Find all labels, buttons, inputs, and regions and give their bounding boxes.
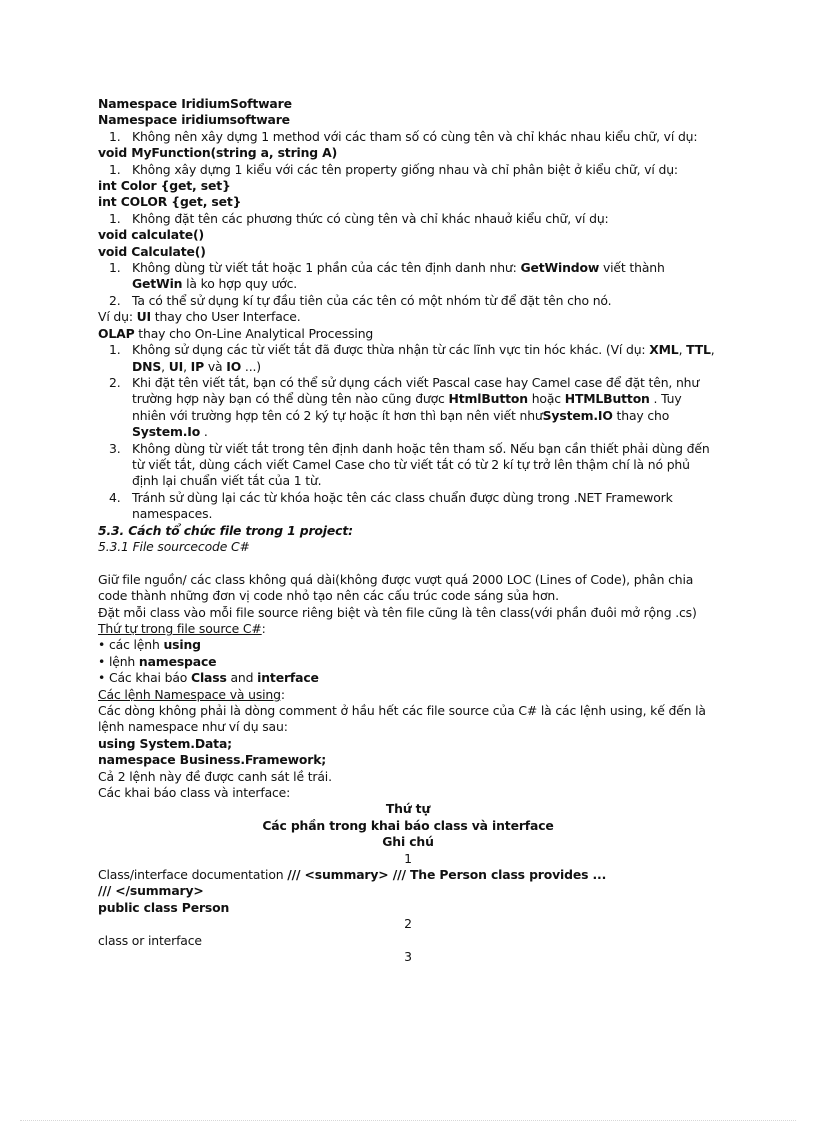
bullet-icon: • [98, 670, 106, 686]
bullet-item [98, 637, 718, 653]
paragraph: Các dòng không phải là dòng comment ở hầu hết các file source của C# là các lệnh using, kế đến là lệnh namespace như ví dụ sau: [98, 703, 706, 735]
spacer [98, 555, 718, 571]
code-line: /// </summary> [98, 883, 204, 899]
code-line: public class Person [98, 899, 230, 915]
code-line: void MyFunction(string a, string A) [98, 145, 338, 161]
paragraph: Cả 2 lệnh này đề được canh sát lề trái. [98, 768, 332, 784]
document-page [98, 96, 718, 966]
list-text: thay cho [612, 407, 670, 423]
sep: , [161, 358, 169, 374]
code-term: TTL [686, 342, 711, 358]
list-item [98, 211, 718, 227]
code-term: namespace [138, 653, 217, 669]
code-term: UI [168, 358, 184, 374]
list-item [98, 375, 718, 441]
namespace-line-1: Namespace IridiumSoftware [98, 96, 292, 111]
text: Class/interface documentation [98, 867, 288, 883]
list-item [98, 342, 718, 375]
list-text: . [200, 424, 208, 440]
colon: : [280, 686, 285, 702]
order-heading [98, 621, 718, 637]
list-number: 1. [109, 342, 121, 358]
list-item [98, 293, 718, 309]
list-text: . Tuy nhiên với trường hợp tên có 2 ký tự hoặc ít hơn thì bạn nên viết như [132, 391, 682, 423]
code-term: UI [136, 309, 152, 325]
example-line [98, 309, 718, 325]
page-bottom-divider [20, 1120, 796, 1121]
namespace-line-2: Namespace iridiumsoftware [98, 112, 290, 128]
code-term: HTMLButton [564, 391, 650, 407]
code-line: void calculate() [98, 227, 204, 243]
table-header-parts: Các phần trong khai báo class và interface [262, 817, 554, 833]
list-text: Không nên xây dựng 1 method với các tham số có cùng tên và chỉ khác nhau kiểu chữ, ví dụ: [132, 128, 698, 144]
bullet-icon: • [98, 637, 106, 653]
code-term: Class [191, 670, 227, 686]
list-item [98, 490, 718, 523]
table-header-order: Thứ tự [385, 801, 431, 817]
code-term: HtmlButton [448, 391, 528, 407]
table-row-number: 2 [404, 916, 412, 932]
list-number: 1. [109, 260, 121, 276]
sep: , [678, 342, 687, 358]
code-line: int Color {get, set} [98, 178, 231, 194]
list-item [98, 441, 718, 490]
paragraph: Đặt mỗi class vào mỗi file source riêng biệt và tên file cũng là tên class(với phần đuôi mở rộng .cs) [98, 604, 697, 620]
section-heading: 5.3. Cách tổ chức file trong 1 project: [98, 522, 353, 538]
paragraph: Các khai báo class và interface: [98, 785, 291, 801]
text: lệnh [105, 653, 139, 669]
text: thay cho On-Line Analytical Processing [134, 325, 374, 341]
code-term: IO [226, 358, 242, 374]
namespace-heading [98, 687, 718, 703]
sep: và [204, 358, 227, 374]
code-line: using System.Data; [98, 735, 232, 751]
code-term: using [163, 637, 201, 653]
code-term: IP [190, 358, 205, 374]
list-number: 3. [109, 440, 121, 456]
list-number: 2. [109, 374, 121, 390]
list-number: 1. [109, 161, 121, 177]
table-row-number: 1 [404, 850, 412, 866]
list-number: 4. [109, 489, 121, 505]
list-number: 2. [109, 292, 121, 308]
example-line [98, 326, 718, 342]
table-row [98, 867, 718, 883]
code-line: void Calculate() [98, 243, 206, 259]
list-text: Khi đặt tên viết tắt, bạn có thể sử dụng cách viết Pascal case hay Camel case để đặt tên, như trường hợp này bạn có thể dùng tên nào cũng được [132, 374, 700, 407]
text: Ví dụ: [98, 309, 137, 325]
list-text: Ta có thể sử dụng kí tự đầu tiên của các tên có một nhóm từ để đặt tên cho nó. [132, 292, 612, 308]
list-text: hoặc [527, 391, 565, 407]
code-line: int COLOR {get, set} [98, 194, 242, 210]
code-term: System.Io [132, 424, 201, 440]
list-text: ...) [241, 358, 261, 374]
list-text: Không dùng từ viết tắt hoặc 1 phần của các tên định danh như: [132, 260, 521, 276]
bullet-icon: • [98, 653, 106, 669]
underlined-heading: Các lệnh Namespace và using [98, 686, 281, 702]
code-term: System.IO [542, 407, 613, 423]
list-item [98, 162, 718, 178]
list-number: 1. [109, 210, 121, 226]
list-item [98, 129, 718, 145]
list-item [98, 260, 718, 293]
colon: : [261, 620, 266, 636]
code-term: interface [257, 670, 319, 686]
text: thay cho User Interface. [151, 309, 301, 325]
list-text: viết thành [599, 260, 665, 276]
text: and [226, 670, 258, 686]
underlined-heading: Thứ tự trong file source C# [98, 620, 262, 636]
list-text: Không xây dựng 1 kiểu với các tên property giống nhau và chỉ phân biệt ở kiểu chữ, ví dụ: [132, 161, 678, 177]
list-text: Không sử dụng các từ viết tắt đã được thừa nhận từ các lĩnh vực tin hóc khác. (Ví dụ: [132, 342, 650, 358]
list-text: là ko hợp quy ước. [182, 276, 298, 292]
code-term: /// <summary> /// The Person class provides ... [287, 867, 607, 883]
text: các lệnh [105, 637, 164, 653]
table-header-notes: Ghi chú [382, 834, 434, 850]
code-term: XML [649, 342, 679, 358]
list-number: 1. [109, 128, 121, 144]
code-line: namespace Business.Framework; [98, 752, 327, 768]
paragraph: Giữ file nguồn/ các class không quá dài(không được vượt quá 2000 LOC (Lines of Code), phân chia code thành những đơn vị code nhỏ tạo nên các cấu trúc code sáng sủa hơn. [98, 571, 694, 604]
text: Các khai báo [105, 670, 191, 686]
code-term: GetWindow [520, 260, 600, 276]
code-term: OLAP [98, 325, 135, 341]
subsection-heading: 5.3.1 File sourcecode C# [98, 538, 250, 554]
bullet-item [98, 654, 718, 670]
list-text: Không dùng từ viết tắt trong tên định danh hoặc tên tham số. Nếu bạn cần thiết phải dùng đến từ viết tắt, dùng cách viết Camel Case cho từ viết tắt có từ 2 kí tự trở lên thậm chí là nó phủ định lại chuẩn viết tắt của 1 từ. [132, 440, 710, 489]
table-row: class or interface [98, 932, 202, 948]
list-text: Tránh sử dùng lại các từ khóa hoặc tên các class chuẩn được dùng trong .NET Framework namespaces. [132, 489, 673, 522]
table-row-number: 3 [404, 949, 412, 965]
code-term: DNS [132, 358, 162, 374]
sep: , [183, 358, 191, 374]
sep: , [710, 342, 715, 358]
code-term: GetWin [132, 276, 183, 292]
bullet-item [98, 670, 718, 686]
list-text: Không đặt tên các phương thức có cùng tên và chỉ khác nhauở kiểu chữ, ví dụ: [132, 210, 609, 226]
